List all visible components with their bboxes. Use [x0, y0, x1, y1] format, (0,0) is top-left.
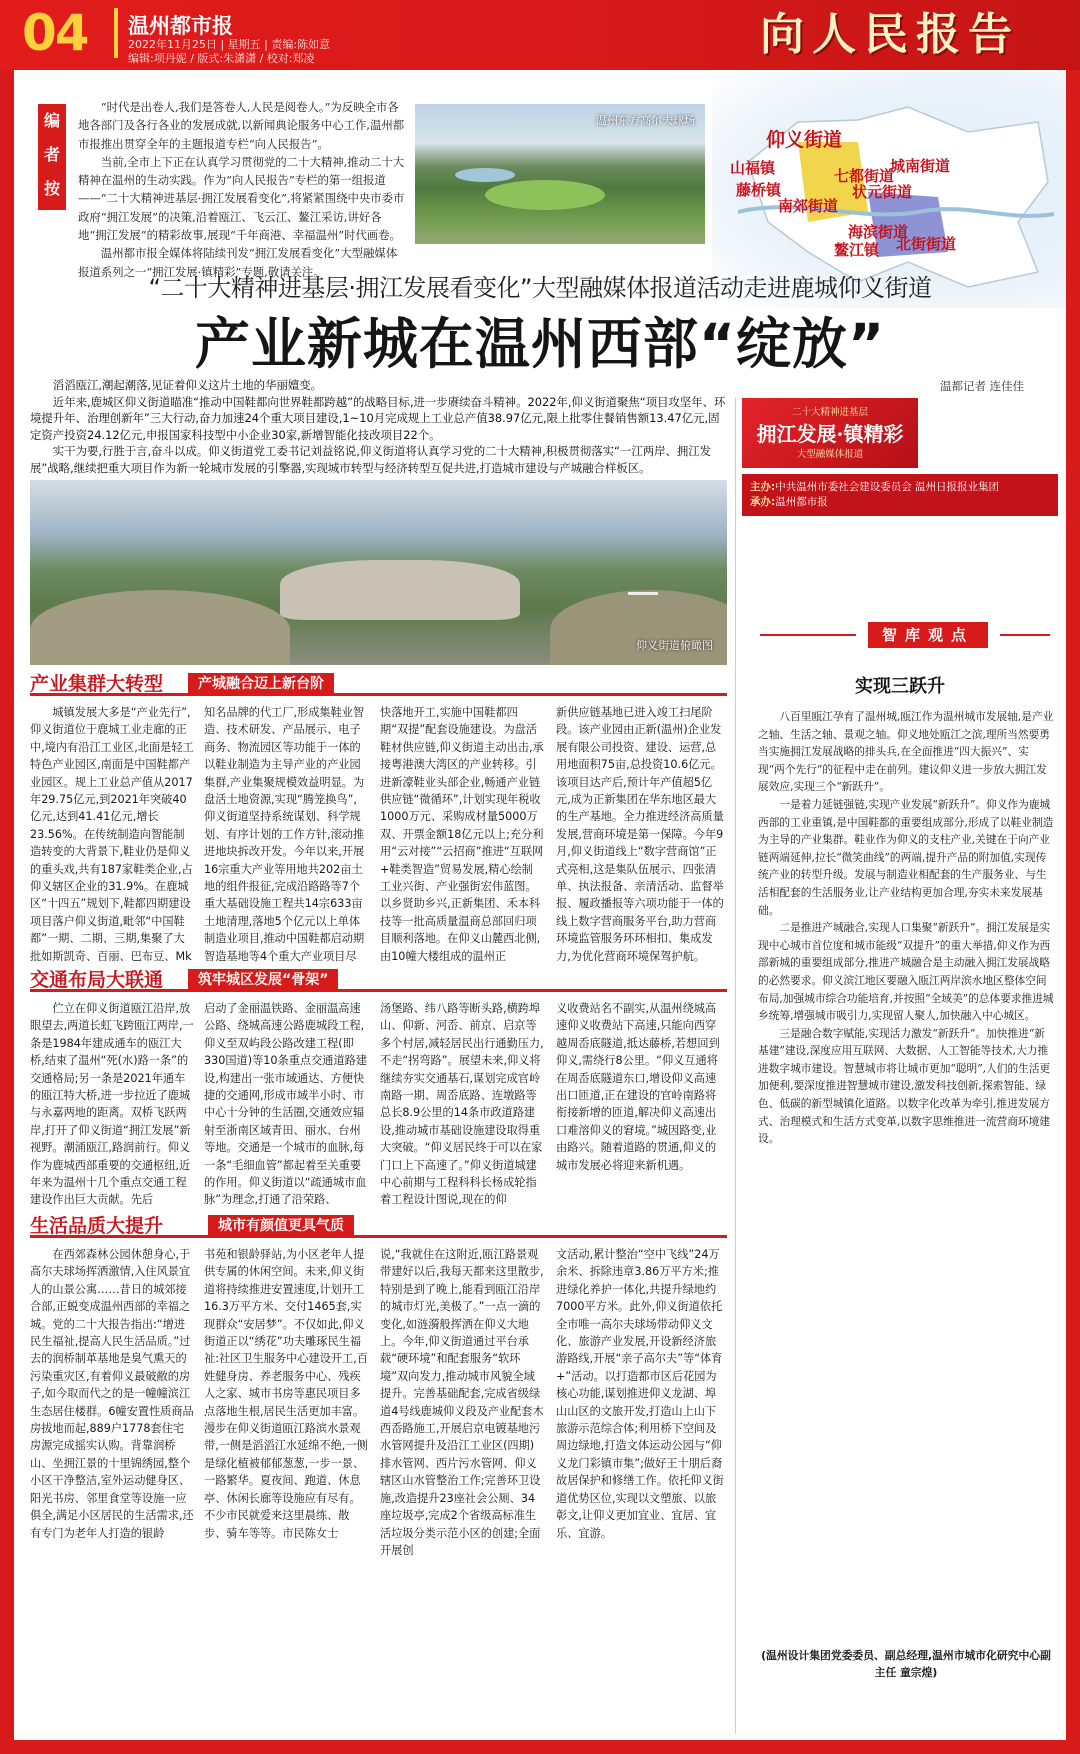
section-title: 产业集群大转型: [30, 673, 164, 695]
column-text: 说,“我就住在这附近,瓯江路景观带建好以后,我每天都来这里散步,特别是到了晚上,能看到瓯江沿岸的城市灯光,美极了。”一点一滴的变化,如涟漪般挥洒在仰义大地上。今年,仰义街道通过平台承载“硬环境”和配套服务“软环境”双向发力,推动城市风貌全域提升。完善基础配套,完成省级绿道4号线鹿城仰义段及产业配套木西岙路施工,开展启京电镀基地污水管网提升及沿江工业区(四期)排水管网、西片污水管网、仰义辖区山水管整治工作;完善环卫设施,改造提升23座社会公厕、34座垃圾亭,完成2个省级高标准生活垃圾分类示范小区的创建;全面开展创: [380, 1248, 544, 1557]
section1-column: [556, 704, 726, 964]
host-value: 中共温州市委社会建设委员会 温州日报报业集团: [775, 481, 1000, 493]
lead-paragraph: 近年来,鹿城区仰义街道瞄准“推动中国鞋都向世界鞋都跨越”的战略目标,进一步赓续奋斗精神。2022年,仰义街道聚焦“项目攻坚年、环境提升年、治理创新年”三大行动,奋力加速24个重大项目建设,1~10月完成规上工业总产值38.97亿元,限上批零住餐销售额13.47亿元,固定资产投资24.12亿元,申报国家科技型中小企业30家,新增智能化技改项目22个。: [30, 394, 726, 442]
photo-river: [550, 590, 727, 665]
frame-right: [1066, 70, 1080, 1754]
golf-course-photo: [415, 104, 705, 244]
byline: 温都记者 连佳佳: [940, 379, 1025, 393]
editor-note-paragraph: 温州都市报全媒体将陆续刊发“拥江发展看变化”大型融媒体报道系列之一“拥江发展·镇精彩”专题,敬请关注。: [78, 246, 398, 279]
photo-town: [280, 560, 520, 620]
section1-column: [204, 704, 368, 964]
sidebar-paragraph: 一是着力延链强链,实现产业发展“新跃升”。仰义作为鹿城西部的工业重镇,是中国鞋都的重要组成部分,形成了以鞋业制造为主导的产业集群。鞋业作为仰义的支柱产业,关键在于向产业链两端延伸,拉长“微笑曲线”的两端,提升产品的附加值,实现传统产业的转型升级。发展与制造业相配套的生产服务业、与生活相配套的生活服务业,让产业结构更加合理,夯实未来发展基础。: [758, 797, 1054, 917]
page-number: 04: [22, 4, 88, 62]
editor-note-tag: [38, 104, 66, 210]
lead-paragraph: 实干为要,行胜于言,奋斗以成。仰义街道党工委书记刘益铭说,仰义街道将认真学习党的二十大精神,积极贯彻落实“一江两岸、拥江发展”战略,继续把重大项目作为新一轮城市发展的引擎器,实现城市转型与经济转型互促共进,打造城市建设与产城融合样板区。: [30, 444, 712, 475]
think-tank-rule: [760, 634, 856, 636]
golf-photo-caption: 温州东方高尔夫球场: [596, 114, 695, 127]
column-text: 义收费站名不副实,从温州绕城高速仰义收费站下高速,只能向西穿越周岙底隧道,抵达藤桥,若想回到仰义,需绕行8公里。“仰义互通将在周岙底隧道东口,增设仰义高速出口匝道,正在建设的官岭南路将衔接新增的匝道,解决仰义高速出口难溶仰义的窘境。”城因路变,业由路兴。随着道路的贯通,仰义的城市发展必将迎来新机遇。: [556, 1002, 720, 1172]
column-text: 城镇发展大多是“产业先行”,仰义街道位于鹿城工业走廊的正中,境内有沿江工业区,北面是轻工特色产业园区,南面是中国鞋都产业园区。规上工业总产值从2017年29.75亿元,到2021年突破40亿元,达到41.41亿元,增长23.56%。在传统制造向智能制造转变的大背景下,鞋业仍是仰义的重头戏,共有187家鞋类企业,占仰义辖区企业的31.9%。在鹿城区“十四五”规划下,鞋都四期建设项目落户仰义街道,毗邻“中国鞋都”一期、二期、三期,集聚了大批如斯凯奇、百丽、巴布豆、Mk: [30, 706, 194, 963]
sidebar-signature: (温州设计集团党委委员、副总经理,温州市城市化研究中心副主任 童宗煌): [761, 1649, 1051, 1679]
map-label: 海滨街道: [848, 223, 909, 241]
map-label: 城南街道: [890, 157, 951, 175]
organizer-value: 温州都市报: [775, 496, 828, 508]
section-header: [30, 968, 727, 992]
map-label: 鳌江镇: [834, 241, 880, 259]
section2-column: [380, 1000, 544, 1212]
header-meta-line2: 编辑:项丹妮 / 版式:朱潇潇 / 校对:郑凌: [128, 52, 315, 65]
column-divider: [735, 398, 736, 1734]
sidebar-paragraph: 八百里瓯江孕育了温州城,瓯江作为温州城市发展轴,是产业之轴、生活之轴、景观之轴。仰义地处瓯江之滨,理所当然要勇当实施拥江发展战略的排头兵,在全面推进“四大振兴”、实现“两个先行”的征程中走在前列。建议仰义进一步放大拥江发展效应,实现三个“新跃升”。: [758, 710, 1054, 794]
section-title: 生活品质大提升: [30, 1215, 164, 1237]
map-label-yangyi: 仰义街道: [766, 129, 843, 151]
sidebar-banner-top: 二十大精神进基层: [791, 407, 868, 418]
think-tank-rule: [1000, 634, 1050, 636]
column-text: 文活动,累计整治“空中飞线”24万余米、拆除违章3.86万平方米;推进绿化养护一体化,共提升绿地约7000平方米。此外,仰义街道依托全市唯一高尔夫球场带动仰义文化、旅游产业发展,开设新经济旅游路线,开展“亲子高尔夫”等“体育+”活动。以打造都市区后花园为核心功能,谋划推进仰义龙湖、埠山山区的文旅开发,打造山上山下旅游示范综合体;利用桥下空间及周边绿地,打造文体运动公园与“仰义龙门彩镇市集”;做好王十朋后裔故居保护和修缮工作。依托仰义街道优势区位,实现以文塑旅、以旅彰文,让仰义更加宜业、宜居、宜乐、宜游。: [556, 1248, 724, 1540]
section2-column: [556, 1000, 726, 1212]
header-meta: [128, 38, 330, 66]
sidebar-body: [758, 708, 1054, 1148]
sidebar-paragraph: 二是推进产城融合,实现人口集聚“新跃升”。拥江发展是实现中心城市首位度和城市能级“双提升”的重大举措,仰义作为西部新城的重要组成部分,推进产城融合是主动融入拥江发展战略的必然要求。仰义滨江地区要融入瓯江两岸滨水地区整体空间布局,加强城市综合功能培育,并按照“全域美”的总体要求推进城乡统筹,增强城市吸引力,实现留人聚人,加快融入中心城区。: [758, 921, 1054, 1023]
section3-column: [30, 1246, 194, 1734]
map-label: 藤桥镇: [736, 181, 782, 199]
sidebar-banner: [742, 398, 918, 468]
column-title: 向人民报告: [760, 9, 1020, 60]
editor-note: [78, 98, 408, 281]
main-headline: 产业新城在温州西部“绽放”: [194, 312, 886, 376]
column-text: 启动了金丽温铁路、金丽温高速公路、绕城高速公路鹿城段工程,仰义至双屿段公路改建工程(即330国道)等10条重点交通道路建设,构建出一张市域通达、方便快捷的交通网,形成市域半小时、市中心十分钟的生活圈,交通效应辐射至浙南区域青田、丽水、台州等地。交通是一个城市的血脉,每一条“毛细血管”都起着至关重要的作用。仰义街道以“疏通城市血脉”为理念,打通了沿荣路、: [204, 1002, 368, 1207]
section-header: [30, 1214, 727, 1238]
column-text: 知名品牌的代工厂,形成集鞋业智造、技术研发、产品展示、电子商务、物流园区等功能于一体的以鞋业制造为主导产业的产业园集群,产业集聚规模效益明显。为盘活土地资源,实现“腾笼换鸟”,仰义街道坚持系统谋划、科学规划、有序计划的工作方针,滚动推进地块拆改开发。今年以来,开展16宗重大产业等用地共202亩土地的组件报征,完成沿路路等7个重大基础设施工程共14宗633亩土地清理,落地5个亿元以上单体制造业项目,推动中国鞋都启动期智造基地等4个重大产业项目尽: [204, 706, 365, 963]
organizer-label: 承办:: [750, 496, 776, 508]
map-label: 七都街道: [834, 167, 895, 185]
map-label: 山福镇: [730, 159, 776, 177]
map-labels: [730, 102, 1054, 292]
section3-column: [380, 1246, 544, 1734]
frame-bottom: [0, 1740, 1080, 1754]
paper-name: 温州都市报: [128, 14, 233, 38]
section-subtitle: 筑牢城区发展“骨架”: [188, 969, 338, 991]
sidebar-banner-sub: 大型融媒体报道: [796, 449, 864, 460]
sidebar-paragraph: 三是融合数字赋能,实现活力激发“新跃升”。加快推进“新基建”建设,深度应用互联网、大数据、人工智能等技术,大力推进数字城市建设。智慧城市将让城市更加“聪明”,人们的生活更加便利,要深度推进智慧城市建设,激发科技创新,探索智能、绿色、低碳的新型城镇化道路。以数字化改革为牵引,推进发展方式、治理模式和生活方式变革,以数字思维推进一流营商环境建设。: [758, 1026, 1051, 1146]
lead-paragraphs: [30, 377, 730, 477]
map-label: 状元街道: [852, 183, 913, 201]
photo-fairway: [485, 180, 605, 210]
think-tank-label: 智库观点: [868, 622, 988, 648]
photo-bridge: [628, 592, 658, 595]
editor-note-tag-char: 编: [43, 111, 60, 130]
aerial-photo-caption: 仰义街道俯瞰图: [636, 639, 713, 652]
host-label: 主办:: [750, 481, 776, 493]
sidebar-title: 实现三跃升: [855, 676, 945, 697]
section-title: 交通布局大联通: [30, 969, 164, 991]
kicker-title: “二十大精神进基层·拥江发展看变化”大型融媒体报道活动走进鹿城仰义街道: [148, 274, 932, 302]
editor-note-tag-char: 按: [43, 179, 60, 198]
sidebar-organizers: [742, 474, 1058, 516]
section2-column: [30, 1000, 194, 1212]
section-header: [30, 672, 727, 696]
frame-left: [0, 70, 14, 1754]
map-label: 北街街道: [896, 235, 957, 253]
header-meta-line1: 2022年11月25日 | 星期五 | 责编:陈如意: [128, 38, 331, 51]
section1-column: [380, 704, 544, 964]
section3-column: [556, 1246, 726, 1734]
column-text: 快落地开工,实施中国鞋都四期“双提”配套设施建设。为盘活鞋材供应链,仰义街道主动出击,承接粤港澳大湾区的产业转移。引进新濠鞋业头部企业,畅通产业链供应链“微循环”,计划实现年税收1000万元、采购成材量5000万双、开票金额18亿元以上;充分利用“云对接”“云招商”推进“互联网+鞋类智造”贸易发展,精心绘制工业兴街、产业强街宏伟蓝图。以乡贤助乡兴,正新集团、禾本科技等一批高质量温商总部回归项目顺利落地。在仰义山麓西北侧,由10幢大楼组成的温州正: [380, 706, 544, 963]
section2-column: [204, 1000, 368, 1212]
editor-note-tag-char: 者: [43, 145, 60, 164]
section3-column: [204, 1246, 368, 1734]
photo-lake: [455, 168, 515, 182]
header-divider: [114, 8, 118, 58]
photo-river: [30, 590, 290, 665]
sidebar-banner-main: 拥江发展·镇精彩: [756, 422, 904, 446]
editor-note-paragraph: 当前,全市上下正在认真学习贯彻党的二十大精神,推动二十大精神在温州的生动实践。作为“向人民报告”专栏的第一组报道——“二十大精神进基层·拥江发展看变化”,将紧紧围绕中央市委市政府“拥江发展”的决策,沿着瓯江、飞云江、鳌江采访,讲好各地“拥江发展”的精彩故事,展现“千年商港、幸福温州”时代画卷。: [78, 154, 405, 243]
section-subtitle: 产城融合迈上新台阶: [188, 673, 334, 695]
aerial-photo: [30, 480, 727, 665]
lead-paragraph: 滔滔瓯江,潮起潮落,见证着仰义这片土地的华丽嬗变。: [52, 378, 323, 392]
column-text: 伫立在仰义街道瓯江沿岸,放眼望去,两道长虹飞跨瓯江两岸,一条是1984年建成通车的瓯江大桥,结束了温州“死(水)路一条”的交通格局;另一条是2021年通车的瓯江特大桥,进一步拉近了鹿城与永嘉两地的距离。双桥飞跃两岸,打开了仰义街道“拥江发展”新视野。潮涌瓯江,路润前行。仰义作为鹿城西部重要的交通枢纽,近年来为温州十几个重点交通工程建设作出巨大贡献。先后: [30, 1002, 194, 1207]
editor-note-paragraph: “时代是出卷人,我们是答卷人,人民是阅卷人。”为反映全市各地各部门及各行各业的发展成就,以新闻典论服务中心工作,温州都市报推出贯穿全年的主题报道专栏“向人民报告”。: [78, 100, 405, 151]
column-text: 汤堡路、纬八路等断头路,横跨埠山、仰新、河岙、前京、启京等多个村居,减轻居民出行通勤压力,不走“拐弯路”。展望未来,仰义将继续夯实交通基石,谋划完成官岭南路一期、周岙底路、连墩路等总长8.9公里的14条市政道路建设,推动城市基础设施建设取得重大突破。“仰义居民终于可以在家门口上下高速了。”仰义街道城建中心前期与工程科科长杨成轮指着工程设计图说,现在的仰: [380, 1002, 544, 1207]
column-text: 新供应链基地已进入竣工扫尾阶段。该产业园由正新(温州)企业发展有限公司投资、建设、运营,总用地面积75亩,总投资10.6亿元。该项目达产后,预计年产值超5亿元,成为正新集团在华东地区最大的生产基地。全力推进经济高质量发展,营商环境是第一保障。今年9月,仰义街道线上“数字营商馆”正式亮相,这是集队伍展示、四张清单、执法报备、亲清活动、监督举报、履政播报等六项功能于一体的线上数字营商服务平台,助力营商环境监管服务环环相扣、集成发力,为优化营商环境保驾护航。: [556, 706, 724, 963]
column-text: 书苑和银龄驿站,为小区老年人提供专属的休闲空间。未来,仰义街道将持续推进安置速度,计划开工16.3万平方米、交付1465套,实现群众“安居梦”。不仅如此,仰义街道正以“绣花”功夫雕琢民生福祉:社区卫生服务中心建设开工,百姓健身房、养老服务中心、残疾人之家、城市书房等惠民项目多点落地生根,居民生活更加丰富。漫步在仰义街道瓯江路滨水景观带,一侧是滔滔江水延绵不绝,一侧是绿化植被郁郁葱葱,一步一景、一路繁华。夏夜间、跑道、休息亭、休闲长廊等设施应有尽有。不少市民就爱来这里晨练、散步、骑车等等。市民陈女士: [204, 1248, 368, 1540]
section-subtitle: 城市有颜值更具气质: [208, 1215, 354, 1237]
column-text: 在西郊森林公园休憩身心,于高尔夫球场挥洒激情,入住风景宜人的山景公寓……昔日的城郊接合部,正蜕变成温州西部的幸福之城。党的二十大报告指出:“增进民生福祉,提高人民生活品质。”过去的润桥制革基地是臭气熏天的污染重灾区,有着仰义最破敝的房子,如今取而代之的是一幢幢滨江生态居住楼群。6幢安置性质商品房拔地而起,889户1778套住宅房源完成摇实认购。背靠润桥山、坐拥江景的十里锦绣园,整个小区干净整洁,室外运动健身区、阳光书房、邻里食堂等设施一应俱全,满足小区居民的生活需求,还有专门为老年人打造的银龄: [30, 1248, 194, 1540]
map-label: 南郊街道: [778, 197, 839, 215]
section1-column: [30, 704, 194, 964]
